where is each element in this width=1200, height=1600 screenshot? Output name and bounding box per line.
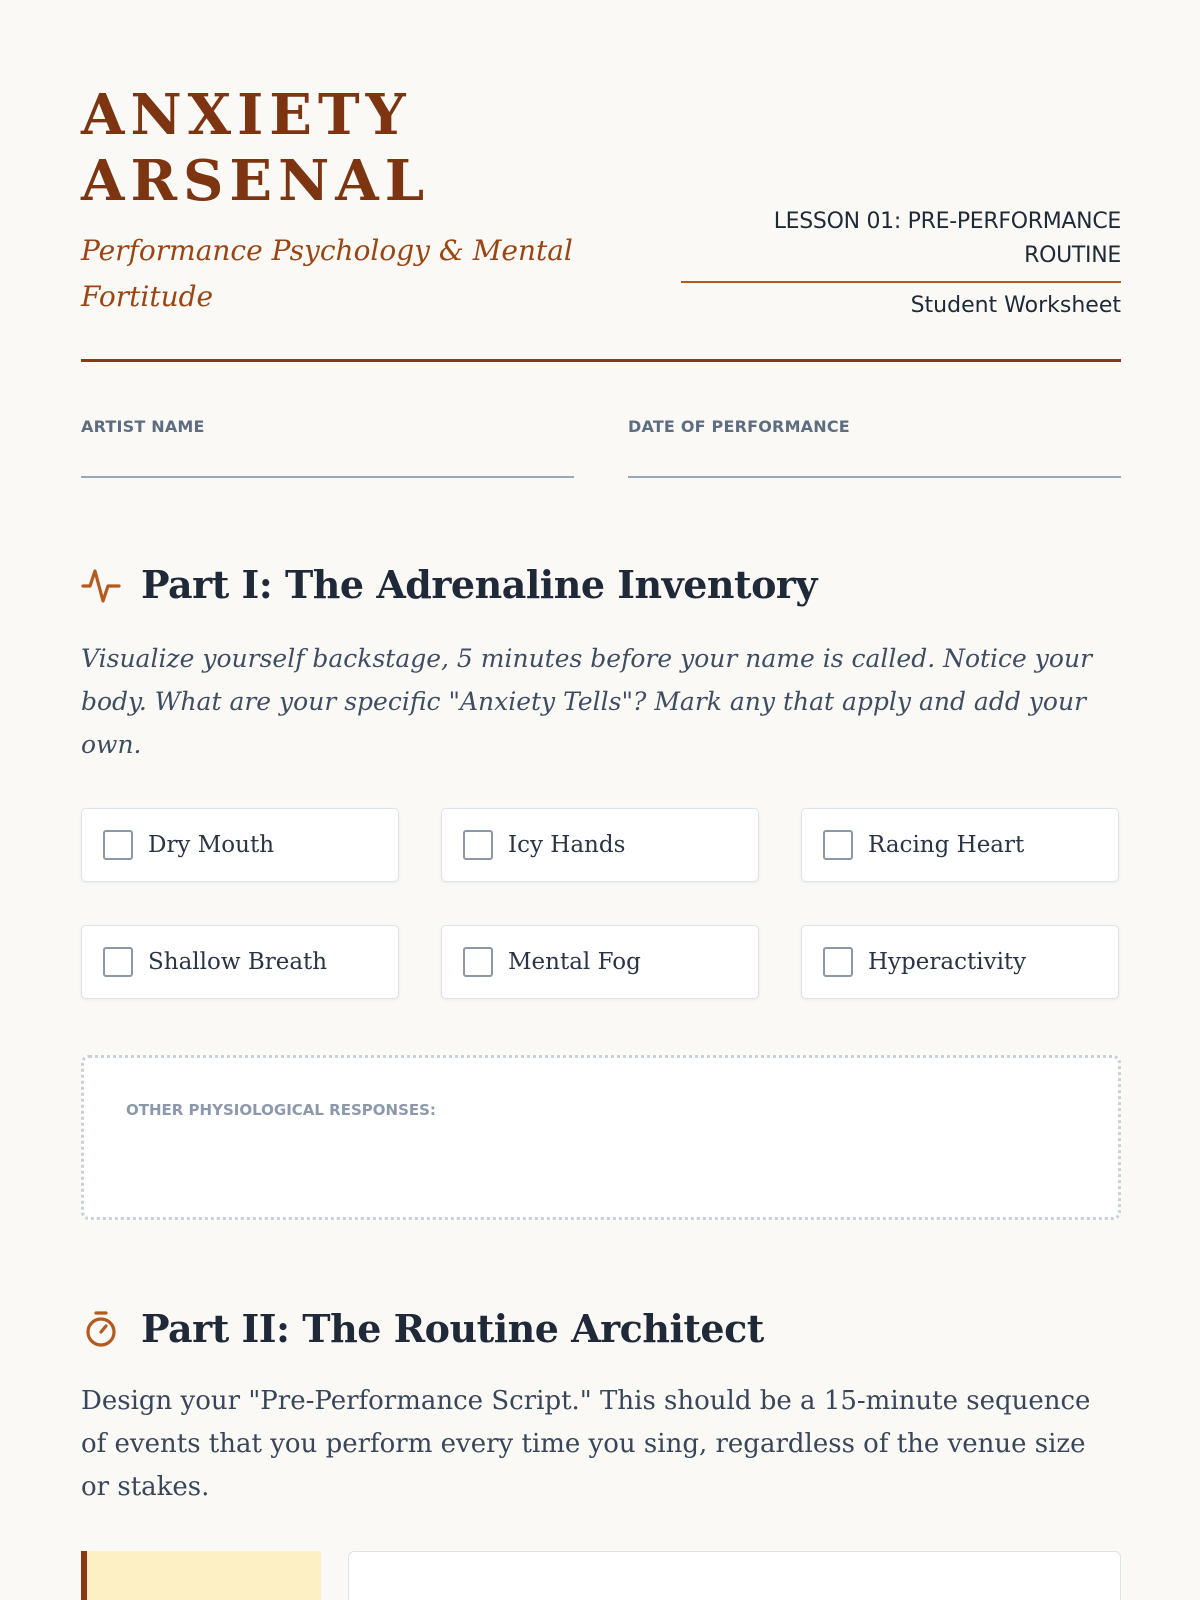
routine-step-input[interactable] — [348, 1551, 1121, 1600]
anxiety-tell-option[interactable] — [441, 808, 759, 882]
option-label: Icy Hands — [508, 832, 626, 858]
stopwatch-icon — [81, 1309, 121, 1349]
option-label: Shallow Breath — [148, 949, 328, 975]
lesson-info — [681, 205, 1121, 321]
part1-title: Part I: The Adrenaline Inventory — [141, 562, 818, 607]
worksheet-label: Student Worksheet — [910, 293, 1121, 318]
checkbox[interactable] — [823, 947, 853, 977]
activity-pulse-icon — [81, 565, 121, 605]
checkbox[interactable] — [103, 947, 133, 977]
anxiety-tell-option[interactable] — [81, 808, 399, 882]
checkbox[interactable] — [463, 830, 493, 860]
performance-date-label: DATE OF PERFORMANCE — [628, 417, 850, 436]
part1-instructions: Visualize yourself backstage, 5 minutes before your name is called. Notice your body. What are your specific "Anxiety Tells"? Mark any that apply and add your own. — [81, 644, 1093, 759]
artist-name-input-line[interactable] — [81, 476, 574, 478]
anxiety-tell-option[interactable] — [801, 925, 1119, 999]
worksheet-page — [81, 0, 1121, 1600]
anxiety-tell-option[interactable] — [81, 925, 399, 999]
lesson-title: LESSON 01: PRE-PERFORMANCE ROUTINE — [681, 205, 1121, 283]
option-label: Hyperactivity — [868, 949, 1027, 975]
brand-title-line-1: ANXIETY — [81, 82, 412, 148]
option-label: Dry Mouth — [148, 832, 275, 858]
part1-heading — [81, 562, 817, 607]
header-divider — [81, 359, 1121, 362]
checkbox[interactable] — [823, 830, 853, 860]
routine-step-tab — [81, 1551, 321, 1600]
option-label: Racing Heart — [868, 832, 1025, 858]
other-responses-box[interactable] — [81, 1055, 1121, 1220]
artist-name-field[interactable] — [81, 417, 574, 478]
checkbox[interactable] — [463, 947, 493, 977]
checkbox[interactable] — [103, 830, 133, 860]
anxiety-tell-option[interactable] — [801, 808, 1119, 882]
performance-date-input-line[interactable] — [628, 476, 1121, 478]
artist-name-label: ARTIST NAME — [81, 417, 205, 436]
brand-title-line-2: ARSENAL — [81, 148, 431, 214]
option-label: Mental Fog — [508, 949, 641, 975]
brand-title — [81, 82, 430, 214]
part2-title: Part II: The Routine Architect — [141, 1306, 764, 1351]
other-responses-label: OTHER PHYSIOLOGICAL RESPONSES: — [126, 1101, 436, 1119]
performance-date-field[interactable] — [628, 417, 1121, 478]
part2-heading — [81, 1306, 764, 1351]
part2-instructions: Design your "Pre-Performance Script." This should be a 15-minute sequence of events that you perform every time you sing, regardless of the venue size or stakes. — [81, 1386, 1091, 1502]
brand-subtitle: Performance Psychology & Mental Fortitude — [81, 234, 573, 313]
anxiety-tell-option[interactable] — [441, 925, 759, 999]
